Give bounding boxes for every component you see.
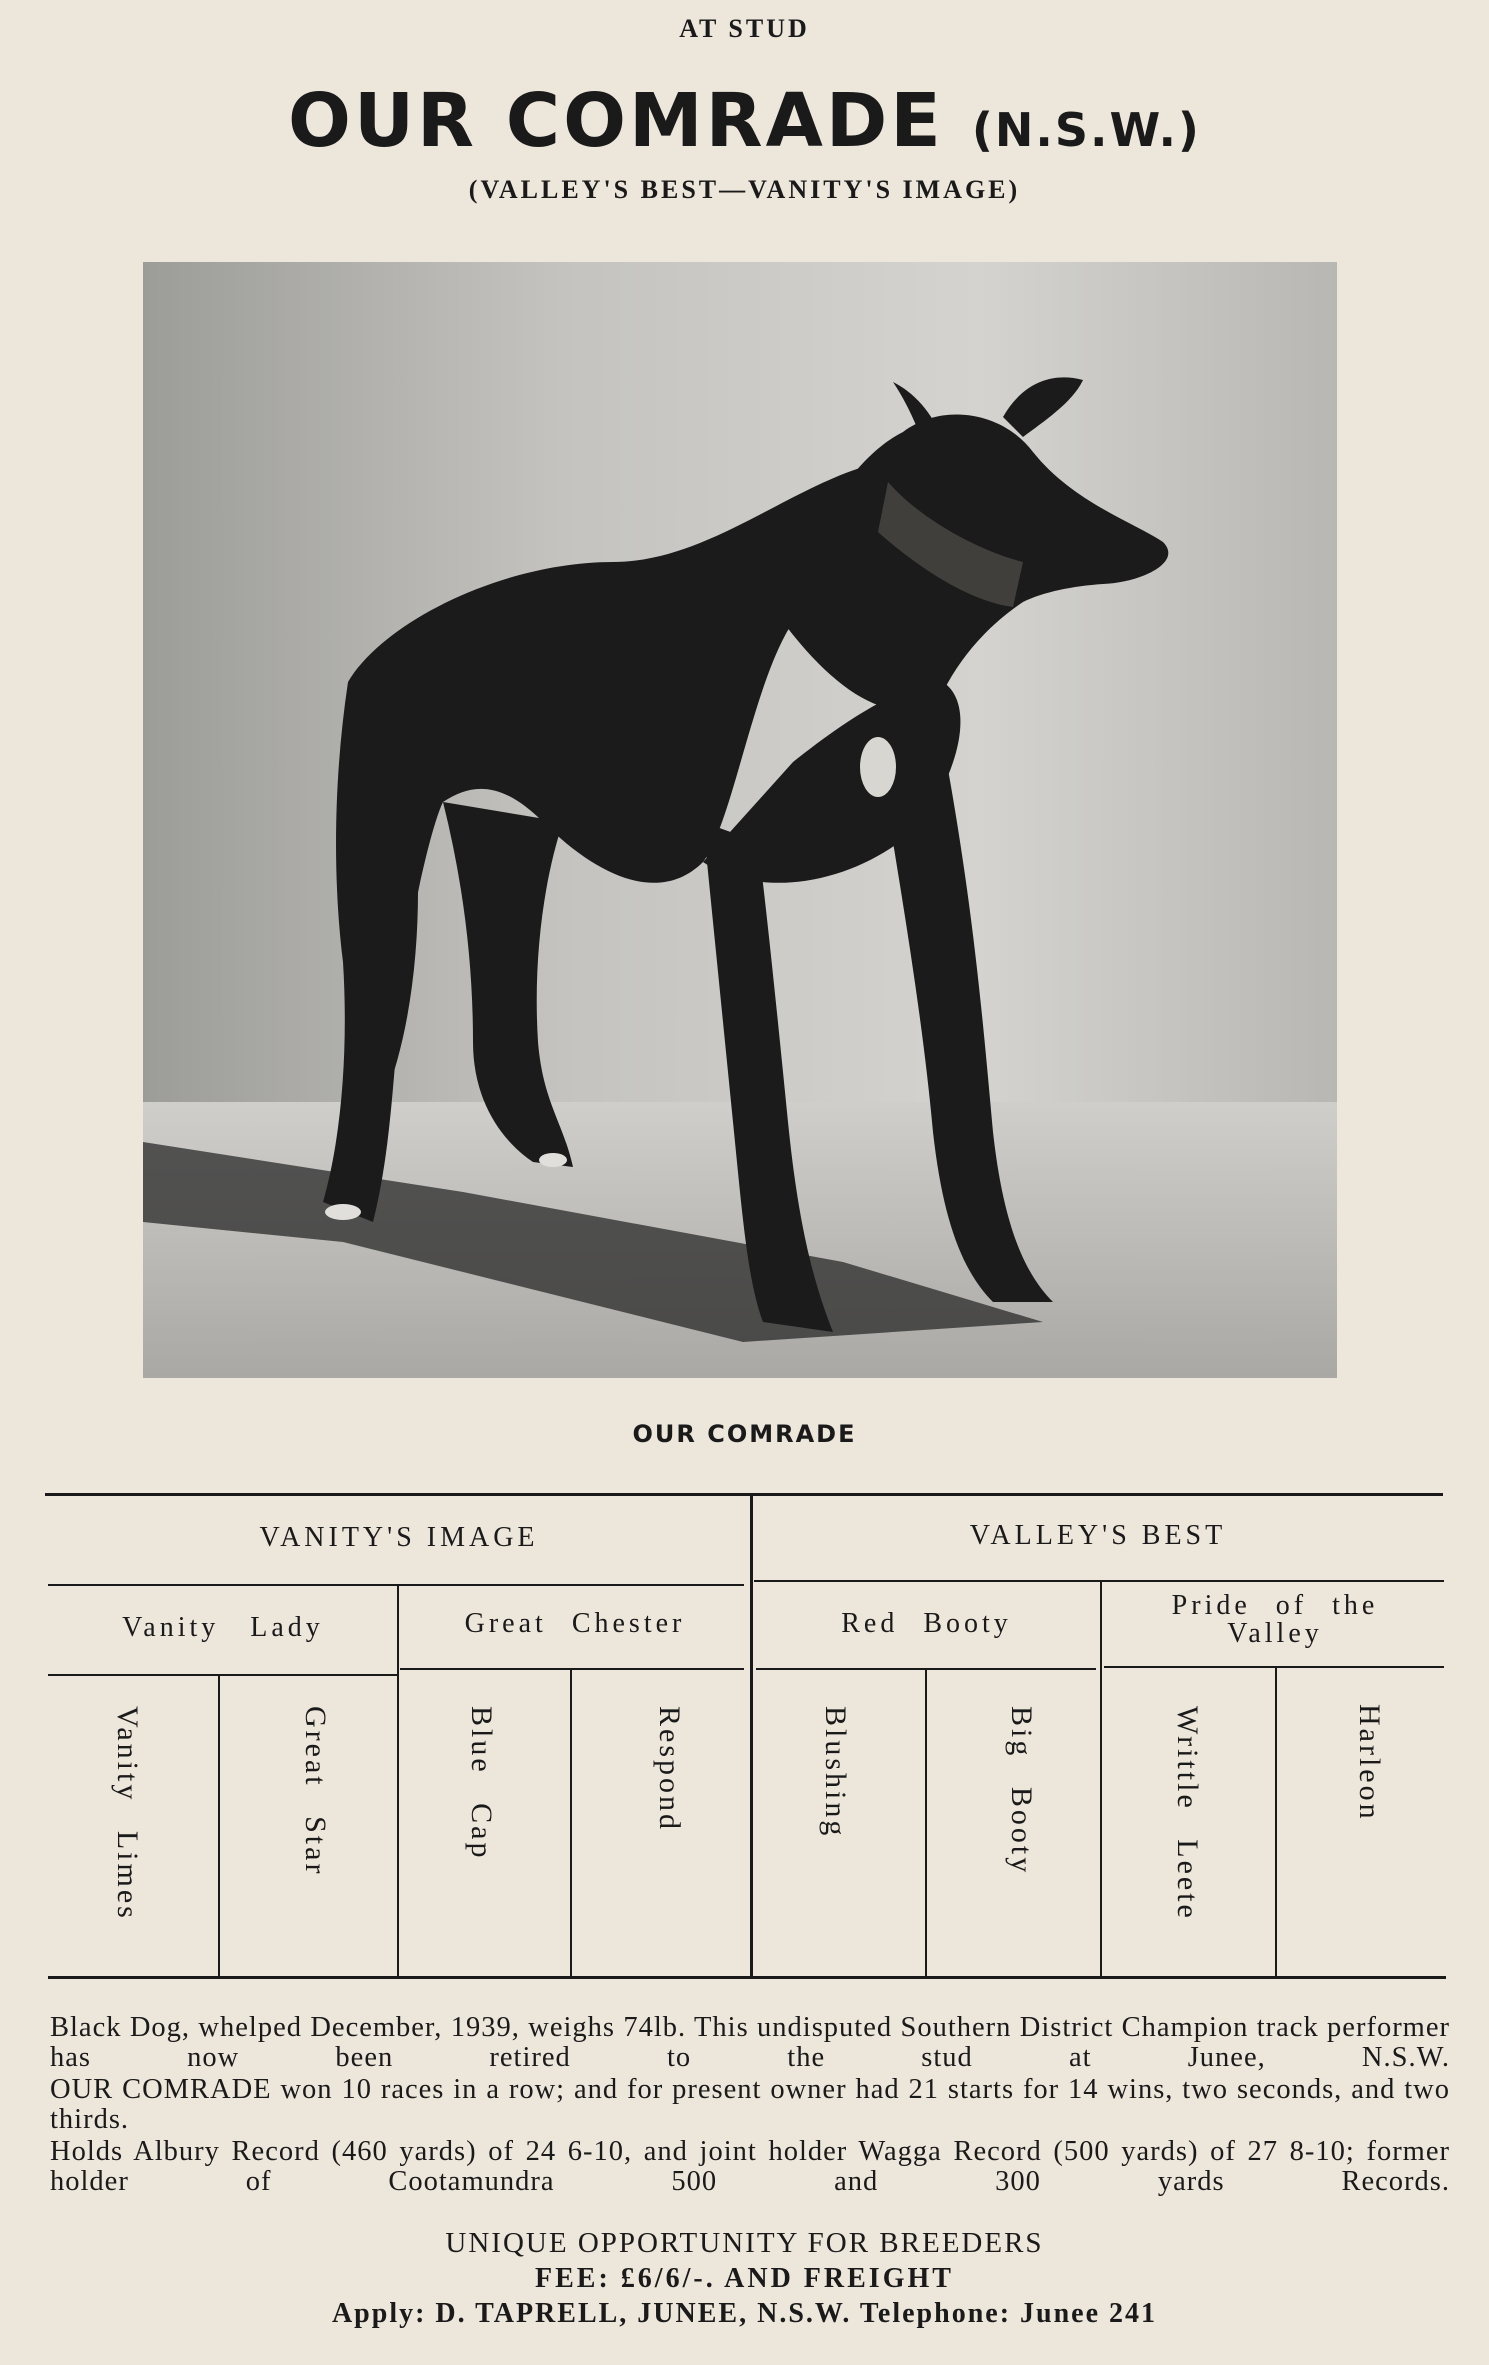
grandparent-great-chester: Great Chester bbox=[464, 1608, 686, 1639]
ancestor-respond: Respond bbox=[653, 1706, 686, 1832]
ancestor-writtle-leete: Writtle Leete bbox=[1171, 1706, 1204, 1921]
sire-valleys-best: VALLEY'S BEST bbox=[969, 1520, 1227, 1551]
at-stud-heading: AT STUD bbox=[679, 14, 810, 43]
state-suffix: (N.S.W.) bbox=[971, 103, 1201, 157]
photo-caption: OUR COMRADE bbox=[632, 1420, 857, 1448]
description-paragraph-1: Black Dog, whelped December, 1939, weighs 74lb. This undisputed Southern District Champion track performer has now been retired to the stud at Junee, N.S.W. bbox=[50, 2012, 1450, 2073]
greyhound-photo bbox=[143, 262, 1337, 1378]
grandparent-red-booty: Red Booty bbox=[841, 1608, 1012, 1639]
apply-contact-line: Apply: D. TAPRELL, JUNEE, N.S.W. Telephone: Junee 241 bbox=[331, 2298, 1158, 2329]
ancestor-great-star: Great Star bbox=[299, 1706, 332, 1877]
description-paragraph-2: OUR COMRADE won 10 races in a row; and for present owner had 21 starts for 14 wins, two seconds, and two thirds. bbox=[50, 2074, 1450, 2135]
opportunity-line: UNIQUE OPPORTUNITY FOR BREEDERS bbox=[445, 2227, 1044, 2259]
description-block bbox=[50, 2013, 1450, 2199]
grandparent-pride-of-the-valley: Pride of the Valley bbox=[1171, 1590, 1379, 1649]
ancestor-vanity-limes: Vanity Limes bbox=[111, 1706, 144, 1921]
description-paragraph-3: Holds Albury Record (460 yards) of 24 6-10, and joint holder Wagga Record (500 yards) of 27 8-10; former holder of Cootamundra 500 and 300 yards Records. bbox=[50, 2136, 1450, 2197]
grandparent-vanity-lady: Vanity Lady bbox=[122, 1612, 324, 1643]
breeding-line: (VALLEY'S BEST—VANITY'S IMAGE) bbox=[468, 175, 1021, 204]
ancestor-blushing: Blushing bbox=[819, 1706, 852, 1839]
ancestor-harleon: Harleon bbox=[1353, 1704, 1386, 1822]
sire-dam-vanitys-image: VANITY'S IMAGE bbox=[259, 1522, 539, 1553]
page-title bbox=[0, 78, 1489, 164]
ancestor-blue-cap: Blue Cap bbox=[465, 1706, 498, 1861]
ancestor-big-booty: Big Booty bbox=[1005, 1706, 1038, 1876]
dog-name: OUR COMRADE bbox=[288, 78, 944, 164]
fee-line: FEE: £6/6/-. AND FREIGHT bbox=[535, 2263, 954, 2294]
